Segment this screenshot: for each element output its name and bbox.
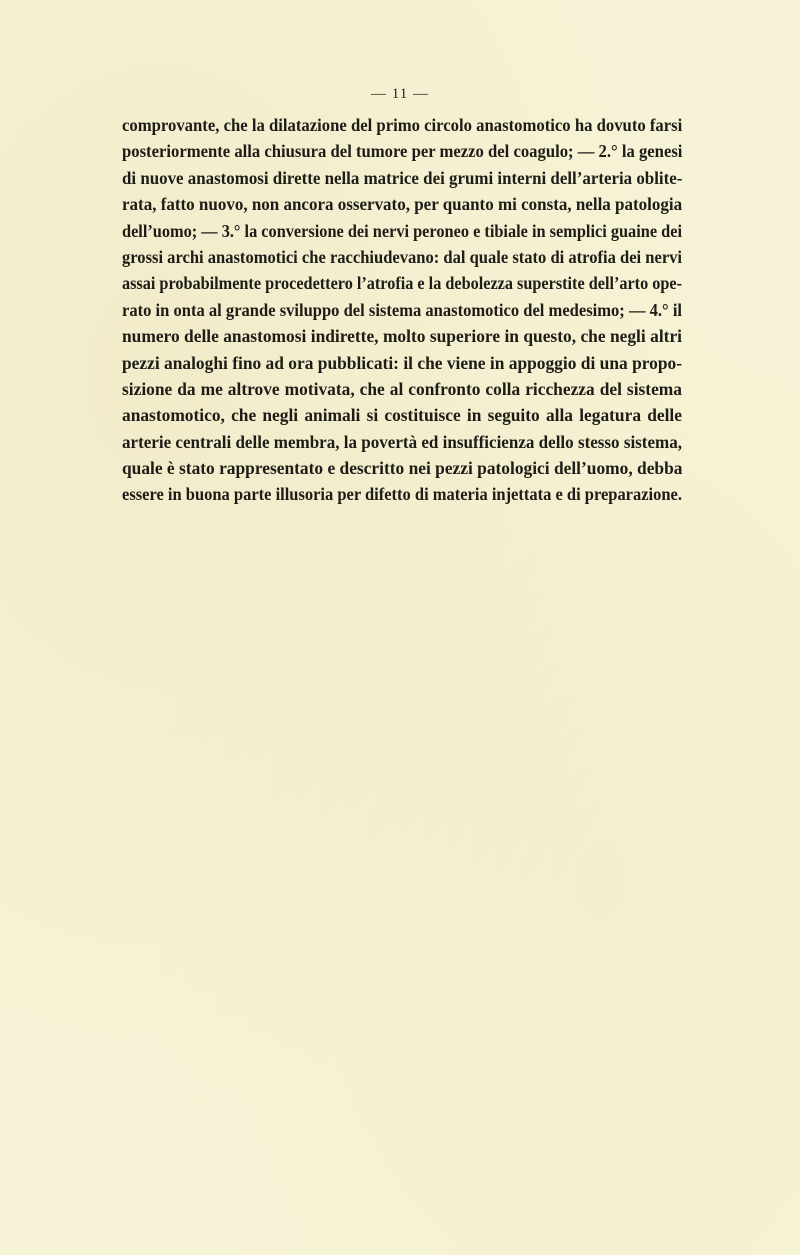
text-line: numero delle anastomosi indirette, molto superiore in questo, che negli altri [122, 326, 682, 347]
text-line: comprovante, che la dilatazione del primo circolo anastomotico ha dovuto farsi [122, 115, 683, 135]
text-line: quale è stato rappresentato e descritto nei pezzi patologici dell’uomo, debba [122, 458, 683, 479]
page-number: — 11 — [371, 86, 429, 102]
text-line: essere in buona parte illusoria per difetto di materia injettata e di preparazione. [122, 484, 682, 505]
text-line: dell’uomo; — 3.° la conversione dei nervi peroneo e tibiale in semplici guaine dei [122, 220, 682, 241]
text-line: arterie centrali delle membra, la povertà ed insufficienza dello stesso sistema, [122, 431, 682, 452]
text-line: grossi archi anastomotici che racchiudevano: dal quale stato di atrofia dei nervi [122, 246, 683, 267]
text-line: assai probabilmente procedettero l’atrofia e la debolezza superstite dell’arto ope- [122, 273, 683, 294]
text-line: pezzi analoghi fino ad ora pubblicati: il che viene in appoggio di una propo- [122, 352, 682, 373]
text-line: rata, fatto nuovo, non ancora osservato, per quanto mi consta, nella patologia [122, 194, 683, 215]
text-line: rato in onta al grande sviluppo del sistema anastomotico del medesimo; — 4.° il [122, 299, 683, 320]
text-line: di nuove anastomosi dirette nella matrice dei grumi interni dell’arteria oblite- [122, 167, 683, 188]
text-line: posteriormente alla chiusura del tumore per mezzo del coagulo; — 2.° la genesi [122, 141, 683, 162]
text-line: sizione da me altrove motivata, che al confronto colla ricchezza del sistema [122, 378, 682, 399]
body-paragraph [122, 112, 682, 508]
text-line: anastomotico, che negli animali si costituisce in seguito alla legatura delle [122, 405, 682, 426]
